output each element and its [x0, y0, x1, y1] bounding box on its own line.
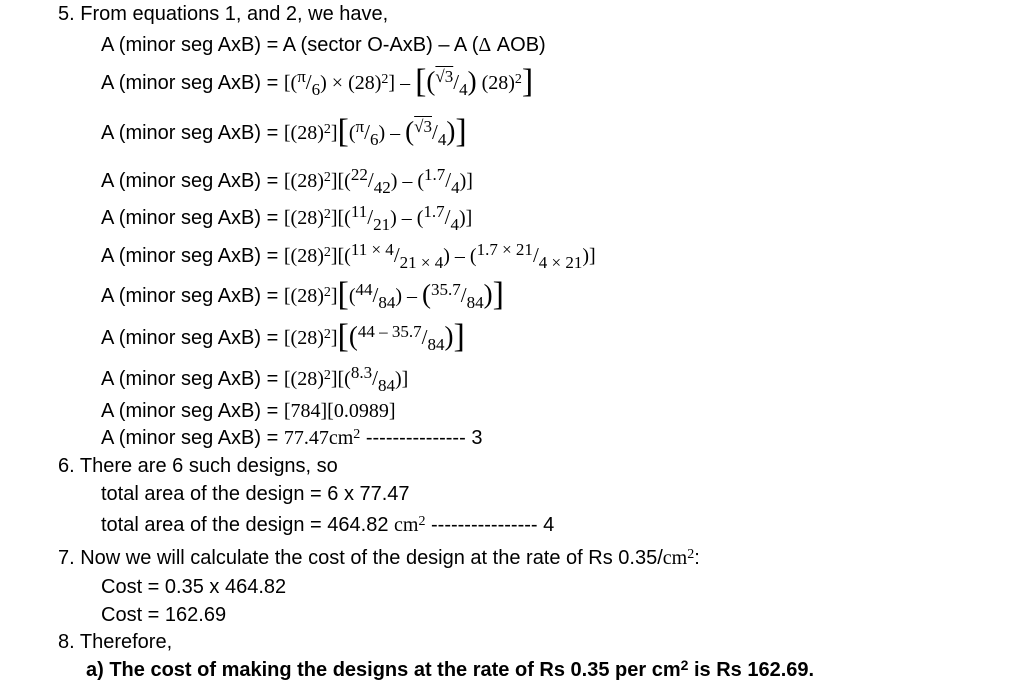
step-5-line-3: A (minor seg $AxB) = [(28)^2][(^\pi/_6) - (^{√3}/_4)]$	[101, 112, 467, 150]
lhs-label: A (minor seg AxB) =	[101, 285, 284, 307]
step-6-line-2: total area of the design = 464.82 $cm^2$ ---------------- 4	[101, 513, 555, 536]
step-5-line-10: A (minor seg AxB) = [784][0.0989]	[101, 400, 396, 422]
step-6-intro: 6. There are 6 such designs, so	[58, 455, 338, 477]
lhs-label: A (minor seg AxB) =	[101, 207, 284, 229]
equation-ref-3: --------------- 3	[360, 427, 483, 449]
lhs-label: A (minor seg AxB) =	[101, 327, 284, 349]
lhs-label: A (minor seg AxB) =	[101, 368, 284, 390]
step-5-line-2: A (minor seg $AxB) = [(^\pi/_6) \times (28)^2] - [(^{√3}/_4)$ $(28)^2$]	[101, 62, 534, 100]
step-5-line-11: A (minor seg $AxB) = 77.47cm^2$ --------------- 3	[101, 426, 483, 449]
step-6-line-1: total area of the design = 6 x 77.47	[101, 483, 410, 505]
step-5-line-5: A (minor seg $AxB) = [(28)^2][(^{11}/_{21}) - (^{1.7}/_4)]$	[101, 202, 473, 234]
lhs-label: A (minor seg AxB) =	[101, 34, 283, 56]
lhs-label: A (minor seg AxB) =	[101, 122, 284, 144]
lhs-label: A (minor seg AxB) =	[101, 427, 284, 449]
step-7-intro: 7. Now we will calculate the cost of the design at the rate of Rs $0.35/cm^2$:	[58, 546, 700, 569]
lhs-label: A (minor seg AxB) =	[101, 170, 284, 192]
lhs-label: A (minor seg AxB) =	[101, 72, 284, 94]
step-5-line-9: A (minor seg $AxB) = [(28)^2][(^{8.3}/_{84})]$	[101, 363, 409, 395]
final-answer: a) The cost of making the designs at the rate of Rs 0.35 per $cm^2$ is Rs 162.69.	[86, 656, 815, 681]
step-5-line-7: A (minor seg $AxB) = [(28)^2][(^{44}/_{84}) - (^{35.7}/_{84})]$	[101, 275, 504, 313]
step-5-intro: 5. From equations 1, and 2, we have,	[58, 3, 389, 25]
step-7-line-2: Cost = 162.69	[101, 604, 227, 626]
equation-ref-4: ---------------- 4	[425, 514, 555, 536]
step-5-line-4: A (minor seg $AxB) = [(28)^2][(^{22}/_{42}) - (^{1.7}/_4)]$	[101, 165, 473, 197]
step-5-line-8: A (minor seg $AxB) = [(28)^2][(^{44 - 35.7}/_{84})]$	[101, 317, 465, 355]
step-5-line-6: A (minor seg $AxB) = [(28)^2][(^{11 \times 4}/_{21 \times 4}) - (^{1.7 \times 21}/_{4 \times 21})]$	[101, 240, 596, 272]
lhs-label: A (minor seg AxB) =	[101, 400, 284, 422]
step-7-line-1: Cost = 0.35 x 464.82	[101, 576, 287, 598]
step-8-intro: 8. Therefore,	[58, 631, 173, 653]
step-5-line-1: A (minor seg AxB) = A (sector O-AxB) – A (Δ AOB)	[101, 34, 546, 56]
lhs-label: A (minor seg AxB) =	[101, 245, 284, 267]
